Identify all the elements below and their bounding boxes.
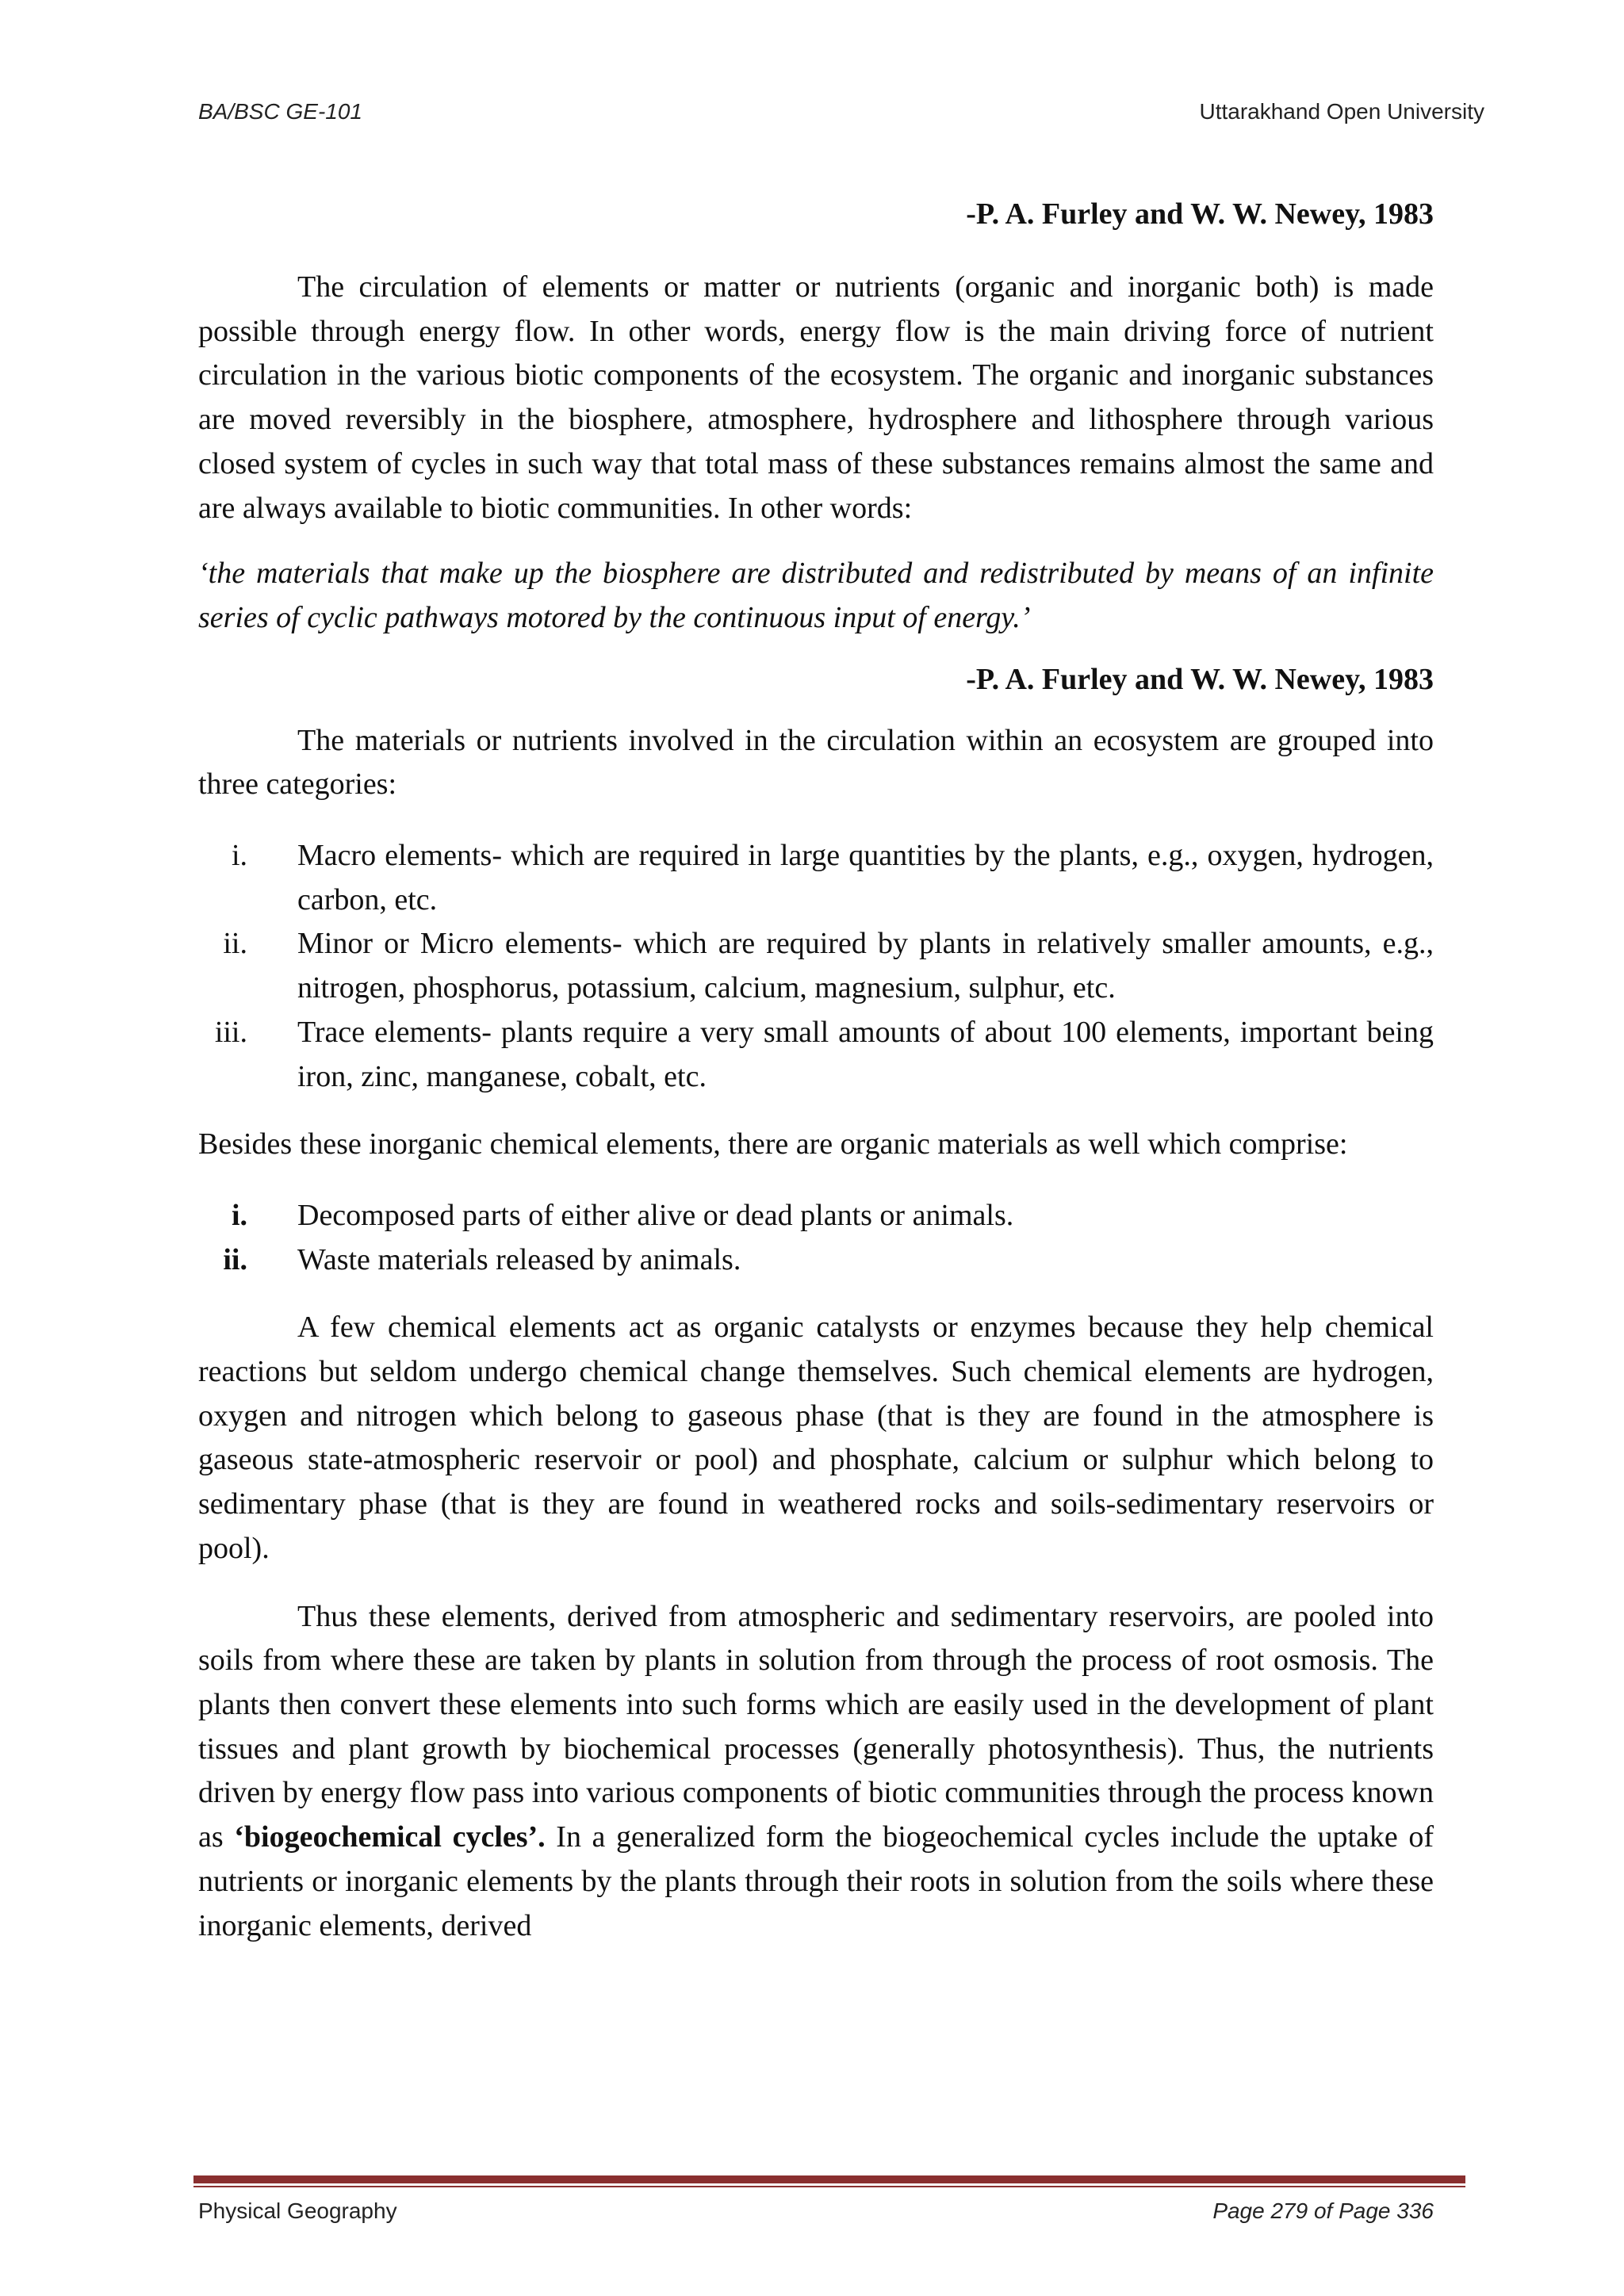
attribution-1: -P. A. Furley and W. W. Newey, 1983 <box>966 197 1434 231</box>
list-item <box>198 834 1434 922</box>
organic-materials-list <box>198 1194 1434 1282</box>
footer-divider-thin <box>193 2186 1465 2187</box>
paragraph-5-text-before: Thus these elements, derived from atmospheric and sedimentary reservoirs, are pooled into soils from where these are taken by plants in solution from through the process of root osmosis. The plants then convert these elements into such forms which are easily used in the development of plant tissues and plant growth by biochemical processes (generally photosynthesis). Thus, the nutrients driven by energy flow pass into various components of biotic communities through the process known as <box>198 1599 1434 1854</box>
list-item-number: i. <box>231 1198 247 1232</box>
footer-subject: Physical Geography <box>198 2198 397 2223</box>
list-item-number: ii. <box>223 927 247 961</box>
list-item-number: ii. <box>223 1242 247 1276</box>
list-item <box>198 1238 1434 1283</box>
paragraph-5-text-after: In a generalized form the biogeochemical cycles include the uptake of nutrients or inorganic elements by the plants through their roots in solution from the soils where these inorganic elements, derived <box>198 1820 1434 1942</box>
list-item-text: Trace elements- plants require a very small amounts of about 100 elements, important being iron, zinc, manganese, cobalt, etc. <box>297 1015 1434 1093</box>
page-content <box>198 193 1434 1948</box>
list-item-text: Minor or Micro elements- which are required by plants in relatively smaller amounts, e.g., nitrogen, phosphorus, potassium, calcium, magnesium, sulphur, etc. <box>297 927 1434 1005</box>
list-item-number: iii. <box>214 1015 247 1049</box>
paragraph-4: A few chemical elements act as organic catalysts or enzymes because they help chemical reactions but seldom undergo chemical change themselves. Such chemical elements are hydrogen, oxygen and nitrogen which belong to gaseous phase (that is they are found in the atmosphere is gaseous state-atmospheric reservoir or pool) and phosphate, calcium or sulphur which belong to sedimentary phase (that is they are found in weathered rocks and soils-sedimentary reservoirs or pool). <box>198 1311 1434 1565</box>
header-university: Uttarakhand Open University <box>1199 99 1484 124</box>
quote: ‘the materials that make up the biosphere are distributed and redistributed by means of an infinite series of cyclic pathways motored by the continuous input of energy.’ <box>198 557 1434 634</box>
list-item <box>198 1011 1434 1099</box>
attribution-2: -P. A. Furley and W. W. Newey, 1983 <box>966 662 1434 696</box>
list-item-text: Waste materials released by animals. <box>297 1242 741 1276</box>
biogeochemical-cycles-term: ‘biogeochemical cycles’. <box>234 1820 546 1854</box>
list-item <box>198 922 1434 1010</box>
paragraph-1: The circulation of elements or matter or nutrients (organic and inorganic both) is made possible through energy flow. In other words, energy flow is the main driving force of nutrient circulation in the various biotic components of the ecosystem. The organic and inorganic substances are moved reversibly in the biosphere, atmosphere, hydrosphere and lithosphere through various closed system of cycles in such way that total mass of these substances remains almost the same and are always available to biotic communities. In other words: <box>198 270 1434 525</box>
footer-page-number: Page 279 of Page 336 <box>1212 2198 1434 2223</box>
list-item <box>198 1194 1434 1238</box>
paragraph-3: Besides these inorganic chemical elements, there are organic materials as well which comprise: <box>198 1127 1348 1161</box>
paragraph-5 <box>198 1595 1434 1949</box>
list-item-text: Decomposed parts of either alive or dead plants or animals. <box>297 1198 1014 1232</box>
footer-divider <box>193 2175 1465 2183</box>
paragraph-2: The materials or nutrients involved in the circulation within an ecosystem are grouped into three categories: <box>198 723 1434 802</box>
list-item-text: Macro elements- which are required in large quantities by the plants, e.g., oxygen, hydrogen, carbon, etc. <box>297 839 1434 916</box>
list-item-number: i. <box>231 839 247 873</box>
categories-list <box>198 834 1434 1099</box>
header-course-code: BA/BSC GE-101 <box>198 99 362 124</box>
